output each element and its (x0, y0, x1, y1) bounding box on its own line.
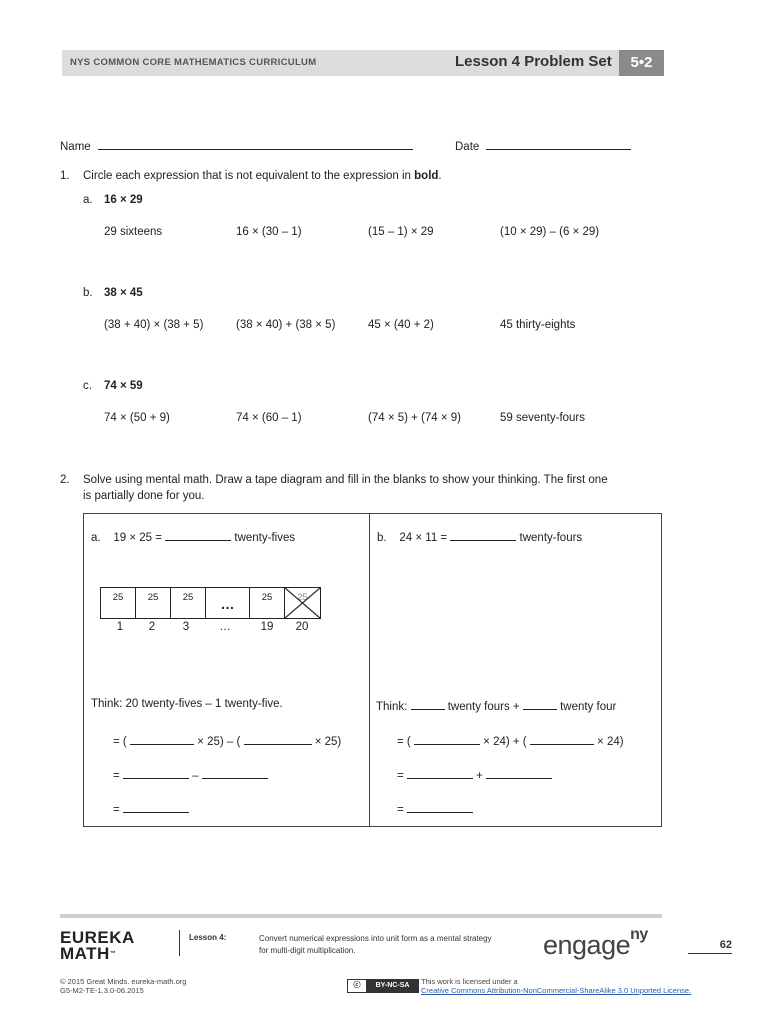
q1-option[interactable]: 45 × (40 + 2) (368, 319, 434, 331)
q1-option[interactable]: 45 thirty-eights (500, 319, 576, 331)
answer-blank[interactable] (414, 733, 480, 745)
copyright-line1: © 2015 Great Minds. eureka-math.org (60, 977, 187, 986)
q1-option[interactable]: 16 × (30 – 1) (236, 226, 302, 238)
license-link[interactable]: Creative Commons Attribution-NonCommercial-ShareAlike 3.0 Unported License. (421, 986, 692, 995)
q1-part-letter: a. (83, 194, 93, 206)
copyright-line2: G5-M2-TE-1.3.0-06.2015 (60, 986, 144, 995)
q1-prompt (83, 170, 442, 182)
answer-blank[interactable] (123, 767, 189, 779)
q2b-line1 (397, 733, 624, 748)
q1-part-expression: 16 × 29 (104, 194, 143, 206)
tape-cell: 25 (101, 588, 136, 618)
name-line[interactable] (98, 138, 413, 150)
tape-cell: 25 (136, 588, 171, 618)
q2a-eq-text: × 25) (314, 736, 342, 748)
q2b-question (377, 529, 582, 544)
tape-cell-ellipsis: … (206, 588, 250, 618)
q2b-line3 (397, 801, 473, 816)
q2a-eq-text: × 25) – ( (197, 736, 241, 748)
q1-number: 1. (60, 170, 70, 182)
q2a-line1 (113, 733, 341, 748)
page-number: 62 (688, 939, 732, 954)
cc-license-badge[interactable] (347, 979, 419, 993)
q1-option[interactable]: 74 × (60 – 1) (236, 412, 302, 424)
eureka-math-logo (60, 930, 135, 962)
q2a-label: a. (91, 532, 101, 544)
q2b-label: b. (377, 532, 387, 544)
answer-blank[interactable] (530, 733, 594, 745)
q2a-eq-text: = ( (113, 736, 127, 748)
date-field[interactable] (455, 138, 631, 153)
name-field[interactable] (60, 138, 413, 153)
q2b-think-text: twenty four (560, 701, 617, 713)
q2b-unit: twenty-fours (519, 532, 583, 544)
answer-blank[interactable] (123, 801, 189, 813)
q1-prompt-bold: bold (414, 170, 439, 182)
tape-label: 1 (116, 621, 124, 633)
footer-lesson-label: Lesson 4: (189, 933, 227, 942)
footer-divider (179, 930, 180, 956)
license-text (421, 977, 691, 995)
box-divider (369, 514, 370, 826)
q2b-think-text: Think: (376, 701, 408, 713)
answer-blank[interactable] (202, 767, 268, 779)
q2-prompt-line1: Solve using mental math. Draw a tape diagram and fill in the blanks to show your thinking. The first one (83, 474, 608, 486)
tape-label: 19 (260, 621, 274, 633)
answer-blank[interactable] (411, 698, 445, 710)
q2a-line2 (113, 767, 268, 782)
q1-part-expression: 38 × 45 (104, 287, 143, 299)
tape-label: … (219, 621, 231, 633)
q1-option[interactable]: (15 – 1) × 29 (368, 226, 434, 238)
answer-blank[interactable] (244, 733, 312, 745)
q1-option[interactable]: (38 × 40) + (38 × 5) (236, 319, 336, 331)
q2a-answer-blank[interactable] (165, 529, 231, 541)
tape-cell-crossed: 25 (297, 592, 308, 603)
q1-option[interactable]: 29 sixteens (104, 226, 163, 238)
lesson-title: Lesson 4 Problem Set (455, 53, 612, 70)
tape-cell: 25 (250, 588, 285, 618)
q2-number: 2. (60, 474, 70, 486)
q2b-eq-text: × 24) + ( (483, 736, 527, 748)
q2b-eq-text: = (397, 804, 404, 816)
name-label: Name (60, 141, 91, 153)
q2a-think: Think: 20 twenty-fives – 1 twenty-five. (91, 698, 283, 710)
q2a-expression: 19 × 25 = (113, 532, 162, 544)
q1-option[interactable]: (10 × 29) – (6 × 29) (500, 226, 600, 238)
q2b-eq-text: × 24) (597, 736, 624, 748)
footer-desc-line2: for multi-digit multiplication. (259, 946, 356, 955)
q2b-eq-text: + (476, 770, 483, 782)
copyright (60, 977, 186, 995)
cc-icon: ⓒ (348, 980, 367, 992)
q1-option[interactable]: 59 seventy-fours (500, 412, 586, 424)
q2b-line2 (397, 767, 552, 782)
q2a-eq-text: = (113, 804, 120, 816)
tape-cell: 25 (171, 588, 206, 618)
curriculum-title: NYS COMMON CORE MATHEMATICS CURRICULUM (70, 57, 317, 68)
footer-desc-line1: Convert numerical expressions into unit form as a mental strategy (259, 934, 492, 943)
answer-blank[interactable] (130, 733, 194, 745)
q2a-unit: twenty-fives (234, 532, 296, 544)
q2b-think-text: twenty fours + (447, 701, 520, 713)
footer-lesson-description (259, 933, 492, 957)
engageny-logo (543, 926, 648, 961)
q2b-think (376, 698, 616, 713)
grade-module-badge: 5•2 (619, 50, 664, 76)
engage-text: engage (543, 930, 631, 960)
q1-part-expression: 74 × 59 (104, 380, 143, 392)
q1-prompt-text: Circle each expression that is not equivalent to the expression in (83, 170, 411, 182)
q2a-question (91, 529, 295, 544)
q2b-expression: 24 × 11 = (399, 532, 448, 544)
logo-line2: MATH (60, 944, 110, 963)
q1-part-letter: c. (83, 380, 92, 392)
cc-badge-text: BY-NC-SA (367, 980, 418, 992)
q2a-eq-text: = (113, 770, 120, 782)
date-line[interactable] (486, 138, 631, 150)
logo-tm: ™ (109, 951, 117, 957)
tape-label: 20 (295, 621, 309, 633)
q2b-eq-text: = (397, 770, 404, 782)
logo-line1: EUREKA (60, 928, 135, 947)
q2-prompt-line2: is partially done for you. (83, 490, 205, 502)
q2a-line3 (113, 801, 189, 816)
answer-blank[interactable] (523, 698, 557, 710)
q1-option[interactable]: (38 + 40) × (38 + 5) (104, 319, 204, 331)
q2b-eq-text: = ( (397, 736, 411, 748)
license-line1: This work is licensed under a (421, 977, 518, 986)
answer-blank[interactable] (407, 767, 473, 779)
date-label: Date (455, 141, 480, 153)
answer-blank[interactable] (407, 801, 473, 813)
tape-diagram (100, 587, 321, 619)
q1-option[interactable]: (74 × 5) + (74 × 9) (368, 412, 462, 424)
tape-label: 3 (182, 621, 190, 633)
tape-label: 2 (148, 621, 156, 633)
q2b-answer-blank[interactable] (450, 529, 516, 541)
answer-blank[interactable] (486, 767, 552, 779)
footer-bar (60, 914, 662, 918)
q1-part-letter: b. (83, 287, 93, 299)
q1-prompt-end: . (438, 170, 442, 182)
ny-text: ny (630, 926, 648, 943)
q1-option[interactable]: 74 × (50 + 9) (104, 412, 170, 424)
cross-out-icon (285, 588, 320, 618)
q2a-eq-text: – (192, 770, 199, 782)
